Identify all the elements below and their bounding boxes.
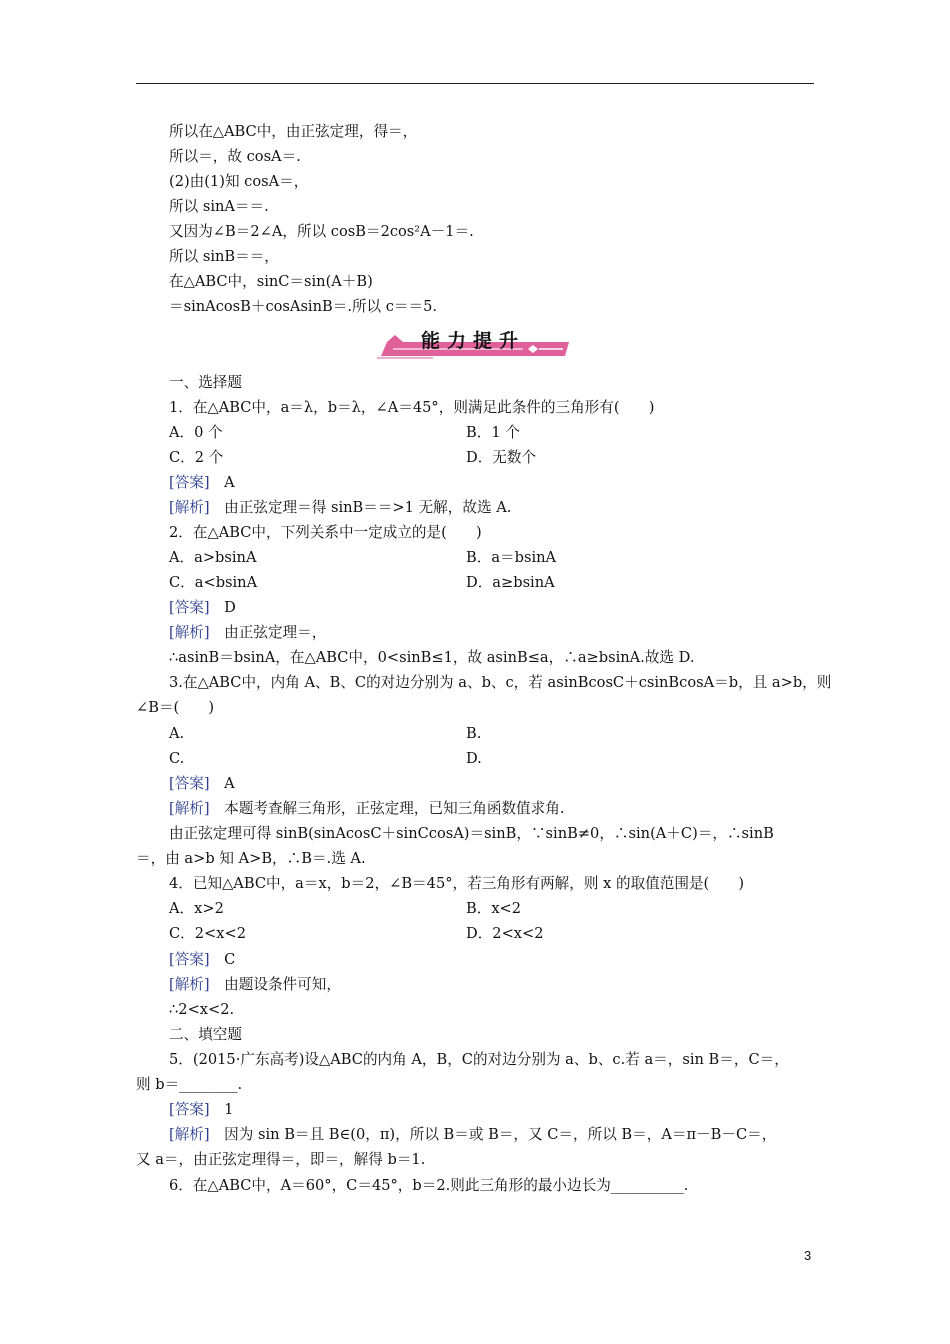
answer-tag: [答案] (169, 775, 210, 792)
analysis-text: 又 a＝，由正弦定理得＝，即＝，解得 b＝1. (136, 1151, 426, 1168)
question-stem-cont: 则 b＝________. (136, 1076, 243, 1093)
analysis-tag: [解析] (169, 499, 210, 516)
question-stem: 3.在△ABC中，内角 A、B、C的对边分别为 a、b、c，若 asinBcosC＋csinBcosA＝b，且 a>b，则 (169, 674, 832, 691)
answer-line (169, 951, 235, 969)
analysis-text: 由正弦定理＝， (209, 624, 327, 641)
option-d: D．2<x<2 (466, 925, 544, 942)
analysis-line (169, 800, 564, 818)
answer-value: D (209, 599, 236, 616)
answer-value: A (209, 474, 235, 491)
analysis-line (169, 499, 511, 517)
option-b: B．a＝bsinA (466, 549, 557, 566)
answer-line (169, 474, 235, 492)
page-number: 3 (804, 1248, 812, 1263)
analysis-text: 本题考查解三角形，正弦定理，已知三角函数值求角. (209, 800, 565, 817)
text-line: ＝sinAcosB＋cosAsinB＝.所以 c＝＝5. (169, 298, 438, 315)
text-line: 又因为∠B＝2∠A，所以 cosB＝2cos²A－1＝. (169, 223, 474, 240)
text-line: 所以在△ABC中，由正弦定理，得＝， (169, 123, 418, 140)
option-d: D. (466, 750, 482, 767)
text-line: 在△ABC中，sinC＝sin(A＋B) (169, 273, 373, 290)
option-b: B．x<2 (466, 900, 522, 917)
analysis-text: 因为 sin B＝且 B∈(0，π)，所以 B＝或 B＝，又 C＝，所以 B＝，A＝π－B－C＝， (209, 1126, 777, 1143)
question-stem: 6．在△ABC中，A＝60°，C＝45°，b＝2.则此三角形的最小边长为__________. (169, 1177, 689, 1194)
option-b: B. (466, 725, 482, 742)
answer-line (169, 1101, 233, 1119)
analysis-text: ∴2<x<2. (169, 1001, 235, 1018)
analysis-tag: [解析] (169, 624, 210, 641)
analysis-text: ∴asinB＝bsinA，在△ABC中，0<sinB≤1，故 asinB≤a，∴a≥bsinA.故选 D. (169, 649, 695, 666)
question-stem: 1．在△ABC中，a＝λ，b＝λ，∠A＝45°，则满足此条件的三角形有( ) (169, 399, 655, 416)
option-a: A．a>bsinA (169, 549, 257, 566)
answer-tag: [答案] (169, 474, 210, 491)
section-heading: 一、选择题 (169, 374, 242, 391)
question-stem: 5．(2015·广东高考)设△ABC的内角 A，B，C的对边分别为 a、b、c.若 a＝，sin B＝，C＝， (169, 1051, 789, 1068)
analysis-line (169, 1126, 776, 1144)
question-stem: 4．已知△ABC中，a＝x，b＝2，∠B＝45°，若三角形有两解，则 x 的取值范围是( ) (169, 875, 745, 892)
answer-value: 1 (209, 1101, 234, 1118)
option-d: D．无数个 (466, 449, 537, 466)
banner-title: 能力提升 (420, 330, 525, 352)
text-line: 所以 sinA＝＝. (169, 198, 269, 215)
analysis-tag: [解析] (169, 800, 210, 817)
text-line: 所以 sinB＝＝， (169, 248, 279, 265)
analysis-text: ＝，由 a>b 知 A>B，∴B＝.选 A. (136, 850, 366, 867)
option-c: C．2 个 (169, 449, 224, 466)
text-line: (2)由(1)知 cosA＝， (169, 173, 309, 190)
analysis-tag: [解析] (169, 976, 210, 993)
analysis-line (169, 976, 341, 994)
analysis-text: 由正弦定理可得 sinB(sinAcosC＋sinCcosA)＝sinB，∵sinB≠0，∴sin(A＋C)＝，∴sinB (169, 825, 774, 842)
question-stem: 2．在△ABC中，下列关系中一定成立的是( ) (169, 524, 482, 541)
option-c: C．a<bsinA (169, 574, 258, 591)
answer-line (169, 599, 236, 617)
analysis-text: 由正弦定理＝得 sinB＝＝>1 无解，故选 A. (209, 499, 512, 516)
option-d: D．a≥bsinA (466, 574, 555, 591)
option-a: A. (169, 725, 185, 742)
option-c: C．2<x<2 (169, 925, 247, 942)
section-banner (373, 324, 573, 364)
answer-tag: [答案] (169, 1101, 210, 1118)
header-rule (136, 83, 814, 84)
text-line: 所以＝，故 cosA＝. (169, 148, 301, 165)
option-b: B．1 个 (466, 424, 520, 441)
option-c: C. (169, 750, 185, 767)
option-a: A．x>2 (169, 900, 224, 917)
answer-value: A (209, 775, 235, 792)
option-a: A．0 个 (169, 424, 223, 441)
analysis-tag: [解析] (169, 1126, 210, 1143)
answer-tag: [答案] (169, 951, 210, 968)
question-stem-cont: ∠B＝( ) (136, 699, 215, 716)
answer-value: C (209, 951, 236, 968)
analysis-text: 由题设条件可知， (209, 976, 341, 993)
analysis-line (169, 624, 326, 642)
answer-tag: [答案] (169, 599, 210, 616)
section-heading: 二、填空题 (169, 1026, 242, 1043)
answer-line (169, 775, 235, 793)
